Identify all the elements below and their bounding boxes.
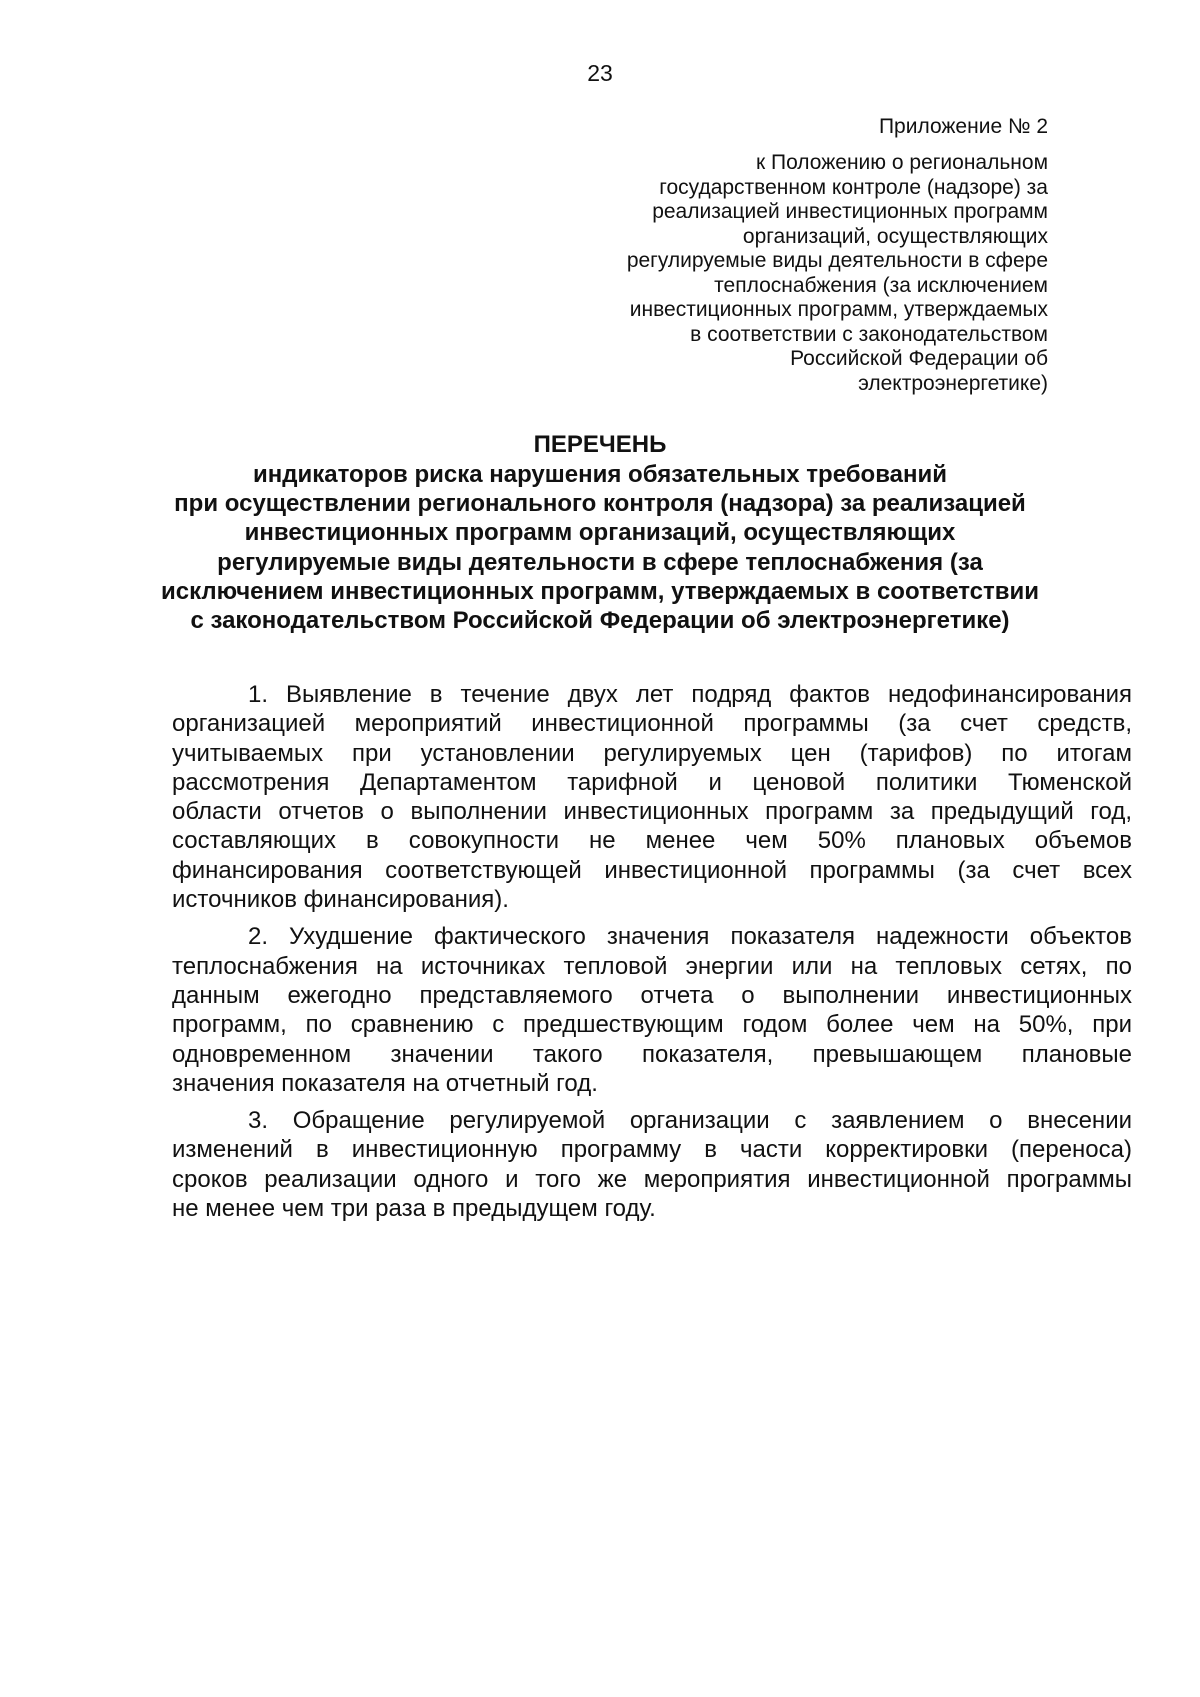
text-line: теплоснабжения на источниках тепловой энергии или на тепловых сетях, по: [172, 952, 1132, 980]
appendix-line: Российской Федерации об: [790, 347, 1048, 370]
text-line: программ, по сравнению с предшествующим годом более чем на 50%, при: [172, 1011, 1132, 1039]
text-line: источников финансирования).: [172, 886, 509, 914]
text-line: 1. Выявление в течение двух лет подряд фактов недофинансирования: [248, 681, 1132, 708]
document-subtitle-line: с законодательством Российской Федерации об электроэнергетике): [190, 607, 1010, 635]
text-line: не менее чем три раза в предыдущем году.: [172, 1195, 656, 1223]
text-line: 2. Ухудшение фактического значения показателя надежности объектов: [248, 923, 1132, 951]
appendix-line: инвестиционных программ, утверждаемых: [629, 298, 1048, 321]
document-subtitle-line: при осуществлении регионального контроля (надзора) за реализацией: [174, 490, 1026, 518]
appendix-line: электроэнергетике): [858, 371, 1048, 395]
document-subtitle-line: регулируемые виды деятельности в сфере теплоснабжения (за: [217, 548, 983, 576]
document-title-block: [150, 430, 1050, 635]
text-line: 3. Обращение регулируемой организации с заявлением о внесении: [248, 1107, 1132, 1135]
appendix-line: государственном контроле (надзоре) за: [659, 175, 1048, 199]
appendix-number: Приложение № 2: [878, 115, 1048, 138]
text-line: сроков реализации одного и того же мероприятия инвестиционной программы: [172, 1165, 1132, 1193]
document-subtitle-line: исключением инвестиционных программ, утверждаемых в соответствии: [160, 577, 1040, 605]
text-line: области отчетов о выполнении инвестиционных программ за предыдущий год,: [172, 798, 1132, 826]
text-line: рассмотрения Департаментом тарифной и ценовой политики Тюменской: [172, 768, 1132, 796]
appendix-line: в соответствии с законодательством: [690, 322, 1048, 346]
page-number: 23: [587, 60, 613, 86]
document-title: ПЕРЕЧЕНЬ: [533, 431, 667, 458]
text-line: изменений в инвестиционную программу в части корректировки (переноса): [172, 1136, 1132, 1164]
text-line: организацией мероприятий инвестиционной программы (за счет средств,: [172, 710, 1132, 738]
paragraph-3: [172, 1106, 1132, 1223]
text-line: учитываемых при установлении регулируемых цен (тарифов) по итогам: [172, 739, 1132, 767]
appendix-line: реализацией инвестиционных программ: [652, 200, 1048, 223]
appendix-header: [528, 112, 1048, 396]
document-body: [172, 680, 1132, 1231]
paragraph-2: [172, 922, 1132, 1098]
text-line: одновременном значении такого показателя, превышающем плановые: [172, 1040, 1132, 1068]
text-line: составляющих в совокупности не менее чем 50% плановых объемов: [172, 827, 1132, 855]
appendix-line: регулируемые виды деятельности в сфере: [626, 249, 1048, 272]
appendix-line: к Положению о региональном: [755, 151, 1048, 174]
text-line: значения показателя на отчетный год.: [172, 1069, 598, 1097]
appendix-line: организаций, осуществляющих: [742, 224, 1048, 248]
paragraph-1: [172, 680, 1132, 914]
text-line: финансирования соответствующей инвестиционной программы (за счет всех: [172, 856, 1132, 884]
document-subtitle-line: инвестиционных программ организаций, осуществляющих: [244, 519, 956, 547]
text-line: данным ежегодно представляемого отчета о выполнении инвестиционных: [172, 981, 1132, 1009]
document-subtitle-line: индикаторов риска нарушения обязательных требований: [253, 461, 947, 488]
appendix-line: теплоснабжения (за исключением: [714, 273, 1048, 297]
